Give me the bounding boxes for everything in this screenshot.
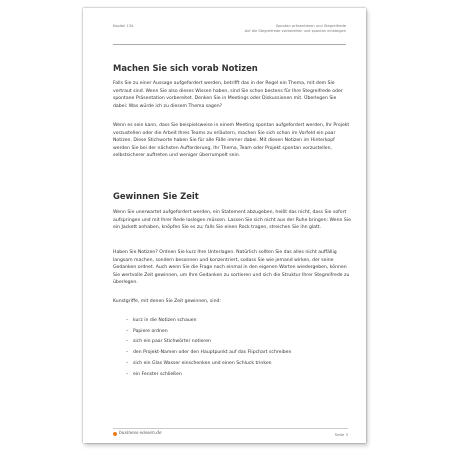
list-item [126,316,346,327]
paragraph: Haben Sie Notizen? Ordnen Sie kurz Ihre Unterlagen. Natürlich sollten Sie das alles nicht auffällig langsam machen, sondern besonnen und konzentriert, sodass Sie wie jemand wirken, der seine Gedanken ordnet. Auch wenn Sie die Frage noch einmal in den eigenen Worten wiedergeben, können Sie wertvolle Zeit gewinnen, um Ihre Gedanken zu sortieren und sich die Struktur Ihrer Stegreifrede zu überlegen. [113,250,350,286]
list-item [126,337,346,348]
bullet-dash: – [126,350,129,356]
list-item-text: sich ein Glas Wasser einschenken und einen Schluck trinken [133,360,272,366]
page-header [113,24,346,45]
logo-dot-icon [113,432,117,436]
list-item [126,327,346,338]
paragraph: Wenn es sein kann, dass Sie beispielsweise in einem Meeting spontan aufgefordert werden, Ihr Projekt vorzustellen oder die Arbeit Ihres Teams zu erläutern, machen Sie sich schon im Vorfeld ein paar Notizen. Diese Stichworte haben Sie für alle Fälle immer dabei. Mit diesen Notizen im Hinterkopf werden Sie bei der nächsten Aufforderung, Ihr Thema, Team oder Projekt spontan vorzustellen, selbstsicherer auftreten und weniger überrumpelt sein. [113,123,350,159]
paragraph: Wenn Sie unerwartet aufgefordert werden, ein Statement abzugeben, heißt das nicht, dass Sie sofort aufspringen und mit Ihrer Rede loslegen müssen. Lassen Sie sich nicht aus der Ruhe bringen: Wenn Sie ein Jackett anhaben, knöpfen Sie es zu; falls Sie einen Rock tragen, streichen Sie ihn glatt. [113,210,351,231]
list-item-text: kurz in die Notizen schauen [133,318,197,323]
paragraph: Kunstgriffe, mit denen Sie Zeit gewinnen, sind: [113,299,221,304]
chapter-label: Kapitel 134 [113,24,134,28]
document-page [83,8,366,443]
tips-list [126,316,346,380]
list-item-text: ein Fenster schließen [133,371,182,377]
list-item [126,370,346,381]
header-title-line2: Auf die Stegreifrede vorbereiten und spontan einsteigen [244,29,346,34]
header-titles [245,24,346,34]
header-title-line1: Spontan präsentieren und Stegreifrede [275,24,346,28]
bullet-dash: – [126,318,129,323]
bullet-dash: – [126,360,129,366]
section-heading-zeit: Gewinnen Sie Zeit [113,191,199,201]
list-item [126,359,346,370]
page-footer [113,428,348,439]
list-item-text: den Projekt-Namen oder den Hauptpunkt auf das Flipchart schreiben [133,350,292,356]
bullet-dash: – [126,328,129,334]
list-item [126,348,346,359]
paragraph: Falls Sie zu einer Aussage aufgefordert werden, betrifft das in der Regel ein Thema, mit dem Sie vertraut sind. Wenn Sie also dieses Wissen haben, sind Sie schon bestens für Ihre Stegreifrede oder spontane Präsentation vorbereitet. Denken Sie in Meetings oder Diskussionen mit. Überlegen Sie dabei: Was würde ich zu diesem Thema sagen? [113,81,343,109]
section-heading-notizen: Machen Sie sich vorab Notizen [113,63,258,73]
page-number: Seite 3 [334,431,348,437]
logo-text[interactable]: business-wissen.de [119,431,162,436]
bullet-dash: – [126,371,129,377]
bullet-dash: – [126,339,129,345]
list-item-text: sich ein paar Stichwörter notieren [133,339,211,345]
list-item-text: Papiere ordnen [133,328,168,334]
